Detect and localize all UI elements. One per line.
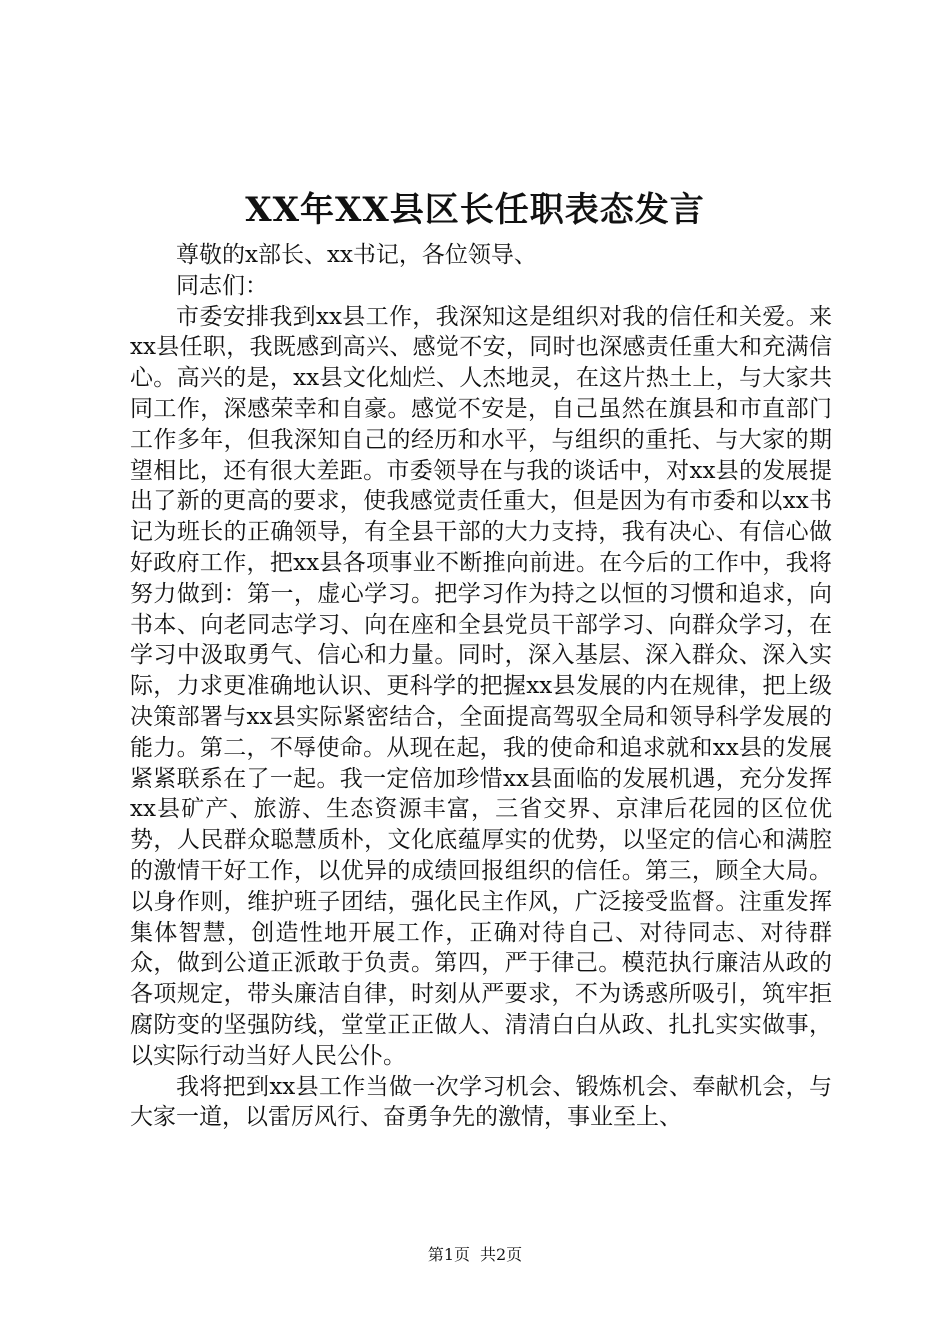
document-body: [130, 240, 832, 1133]
page-number-total: 共2页: [480, 1245, 523, 1264]
salutation-line: 尊敬的x部长、xx书记，各位领导、: [176, 242, 537, 268]
page-number-current: 第1页: [427, 1245, 470, 1264]
page-footer: [0, 1244, 950, 1266]
body-paragraph-1: 市委安排我到xx县工作，我深知这是组织对我的信任和关爱。来xx县任职，我既感到高兴、感觉不安，同时也深感责任重大和充满信心。高兴的是，xx县文化灿烂、人杰地灵，在这片热土上，与大家共同工作，深感荣幸和自豪。感觉不安是，自己虽然在旗县和市直部门工作多年，但我深知自己的经历和水平，与组织的重托、与大家的期望相比，还有很大差距。市委领导在与我的谈话中，对xx县的发展提出了新的更高的要求，使我感觉责任重大，但是因为有市委和以xx书记为班长的正确领导，有全县干部的大力支持，我有决心、有信心做好政府工作，把xx县各项事业不断推向前进。在今后的工作中，我将努力做到：第一，虚心学习。把学习作为持之以恒的习惯和追求，向书本、向老同志学习、向在座和全县党员干部学习、向群众学习，在学习中汲取勇气、信心和力量。同时，深入基层、深入群众、深入实际，力求更准确地认识、更科学的把握xx县发展的内在规律，把上级决策部署与xx县实际紧密结合，全面提高驾驭全局和领导科学发展的能力。第二，不辱使命。从现在起，我的使命和追求就和xx县的发展紧紧联系在了一起。我一定倍加珍惜xx县面临的发展机遇，充分发挥xx县矿产、旅游、生态资源丰富，三省交界、京津后花园的区位优势，人民群众聪慧质朴，文化底蕴厚实的优势，以坚定的信心和满腔的激情干好工作，以优异的成绩回报组织的信任。第三，顾全大局。以身作则，维护班子团结，强化民主作风，广泛接受监督。注重发挥集体智慧，创造性地开展工作，正确对待自己、对待同志、对待群众，做到公道正派敢于负责。第四，严于律己。模范执行廉洁从政的各项规定，带头廉洁自律，时刻从严要求，不为诱惑所吸引，筑牢拒腐防变的坚强防线，堂堂正正做人、清清白白从政、扎扎实实做事，以实际行动当好人民公仆。: [130, 303, 832, 1069]
document-title: XX年XX县区长任职表态发言: [245, 190, 705, 230]
salutation-line-2: 同志们：: [176, 272, 268, 299]
body-paragraph-2: 我将把到xx县工作当做一次学习机会、锻炼机会、奉献机会，与大家一道，以雷厉风行、奋勇争先的激情，事业至上、: [130, 1073, 832, 1131]
